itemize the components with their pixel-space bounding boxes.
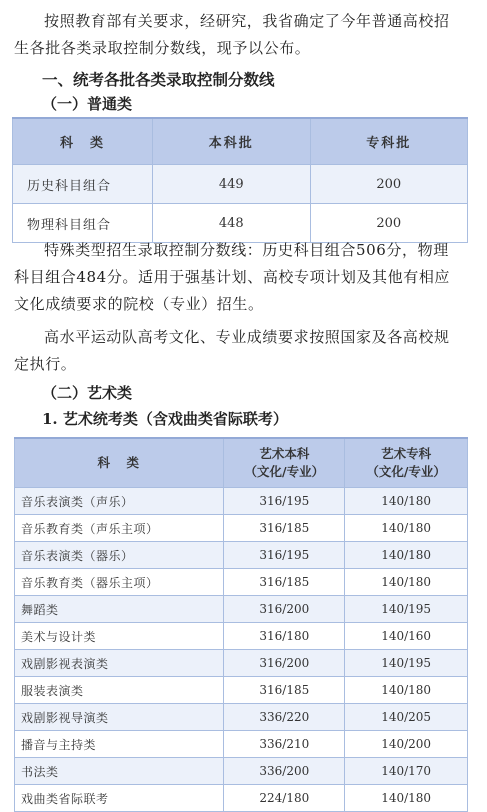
header-art-junior-line2: （文化/专业） xyxy=(366,464,446,479)
table-row xyxy=(15,731,468,758)
row-label: 历史科目组合 xyxy=(13,165,153,204)
subsection-1-title: （一）普通类 xyxy=(42,95,133,113)
header-junior: 专科批 xyxy=(310,118,467,165)
table-row xyxy=(15,515,468,542)
special-paragraph xyxy=(14,237,476,318)
bachelor-score: 336/210 xyxy=(224,731,345,758)
row-label: 物理科目组合 xyxy=(13,204,153,243)
intro-line-2: 生各批各类录取控制分数线，现予以公布。 xyxy=(14,39,311,57)
junior-score: 140/180 xyxy=(345,515,468,542)
header-art-bachelor-line2: （文化/专业） xyxy=(244,464,325,479)
header-art-bachelor xyxy=(224,438,345,488)
row-label: 音乐表演类（声乐） xyxy=(15,488,224,515)
header-art-junior xyxy=(345,438,468,488)
table-row xyxy=(15,650,468,677)
bachelor-score: 336/220 xyxy=(224,704,345,731)
row-label: 服装表演类 xyxy=(15,677,224,704)
table-row xyxy=(15,596,468,623)
row-label: 音乐教育类（声乐主项） xyxy=(15,515,224,542)
row-label: 书法类 xyxy=(15,758,224,785)
bachelor-score: 224/180 xyxy=(224,785,345,812)
row-label: 音乐表演类（器乐） xyxy=(15,542,224,569)
junior-score: 140/180 xyxy=(345,542,468,569)
table-header-row xyxy=(15,438,468,488)
table-row xyxy=(15,785,468,812)
art-score-table xyxy=(14,437,468,812)
table-header-row xyxy=(13,118,468,165)
header-bachelor: 本科批 xyxy=(153,118,310,165)
header-subject: 科 类 xyxy=(13,118,153,165)
row-label: 舞蹈类 xyxy=(15,596,224,623)
junior-score: 140/180 xyxy=(345,785,468,812)
bachelor-score: 316/200 xyxy=(224,650,345,677)
bachelor-score: 316/195 xyxy=(224,488,345,515)
intro-line-1: 按照教育部有关要求，经研究，我省确定了今年普通高校招 xyxy=(44,12,450,30)
special-line-3: 文化成绩要求的院校（专业）招生。 xyxy=(14,295,264,313)
row-label: 戏剧影视导演类 xyxy=(15,704,224,731)
row-label: 美术与设计类 xyxy=(15,623,224,650)
bachelor-score: 336/200 xyxy=(224,758,345,785)
sports-paragraph xyxy=(14,324,476,378)
junior-score: 140/205 xyxy=(345,704,468,731)
row-label: 播音与主持类 xyxy=(15,731,224,758)
header-art-junior-line1: 艺术专科 xyxy=(381,446,432,461)
row-label: 音乐教育类（器乐主项） xyxy=(15,569,224,596)
table-row xyxy=(15,623,468,650)
special-line-1: 特殊类型招生录取控制分数线：历史科目组合506分，物理 xyxy=(44,241,449,259)
junior-score: 140/180 xyxy=(345,569,468,596)
junior-score: 140/180 xyxy=(345,677,468,704)
junior-score: 140/195 xyxy=(345,650,468,677)
special-line-2: 科目组合484分。适用于强基计划、高校专项计划及其他有相应 xyxy=(14,268,451,286)
junior-score: 140/195 xyxy=(345,596,468,623)
table-row xyxy=(15,569,468,596)
bachelor-score: 316/185 xyxy=(224,569,345,596)
junior-score: 140/200 xyxy=(345,731,468,758)
subsection-2-title: （二）艺术类 xyxy=(42,384,133,402)
bachelor-score: 316/200 xyxy=(224,596,345,623)
bachelor-score: 316/185 xyxy=(224,515,345,542)
table-row xyxy=(15,704,468,731)
header-subject: 科 类 xyxy=(15,438,224,488)
junior-score: 140/180 xyxy=(345,488,468,515)
section-1-title: 一、统考各批各类录取控制分数线 xyxy=(42,71,275,89)
table-row xyxy=(15,542,468,569)
header-art-bachelor-line1: 艺术本科 xyxy=(259,446,310,461)
bachelor-score: 316/185 xyxy=(224,677,345,704)
row-label: 戏曲类省际联考 xyxy=(15,785,224,812)
intro-paragraph xyxy=(14,8,476,62)
table-row xyxy=(13,165,468,204)
bachelor-score: 449 xyxy=(153,165,310,204)
sports-line-2: 定执行。 xyxy=(14,355,77,373)
junior-score: 140/170 xyxy=(345,758,468,785)
table-row xyxy=(15,488,468,515)
junior-score: 140/160 xyxy=(345,623,468,650)
bachelor-score: 316/195 xyxy=(224,542,345,569)
subsection-2-1-title: 1. 艺术统考类（含戏曲类省际联考） xyxy=(42,410,288,428)
table-row xyxy=(15,677,468,704)
regular-score-table xyxy=(12,117,468,243)
junior-score: 200 xyxy=(310,165,467,204)
bachelor-score: 448 xyxy=(153,204,310,243)
junior-score: 200 xyxy=(310,204,467,243)
table-row xyxy=(15,758,468,785)
row-label: 戏剧影视表演类 xyxy=(15,650,224,677)
sports-line-1: 高水平运动队高考文化、专业成绩要求按照国家及各高校规 xyxy=(44,328,450,346)
bachelor-score: 316/180 xyxy=(224,623,345,650)
